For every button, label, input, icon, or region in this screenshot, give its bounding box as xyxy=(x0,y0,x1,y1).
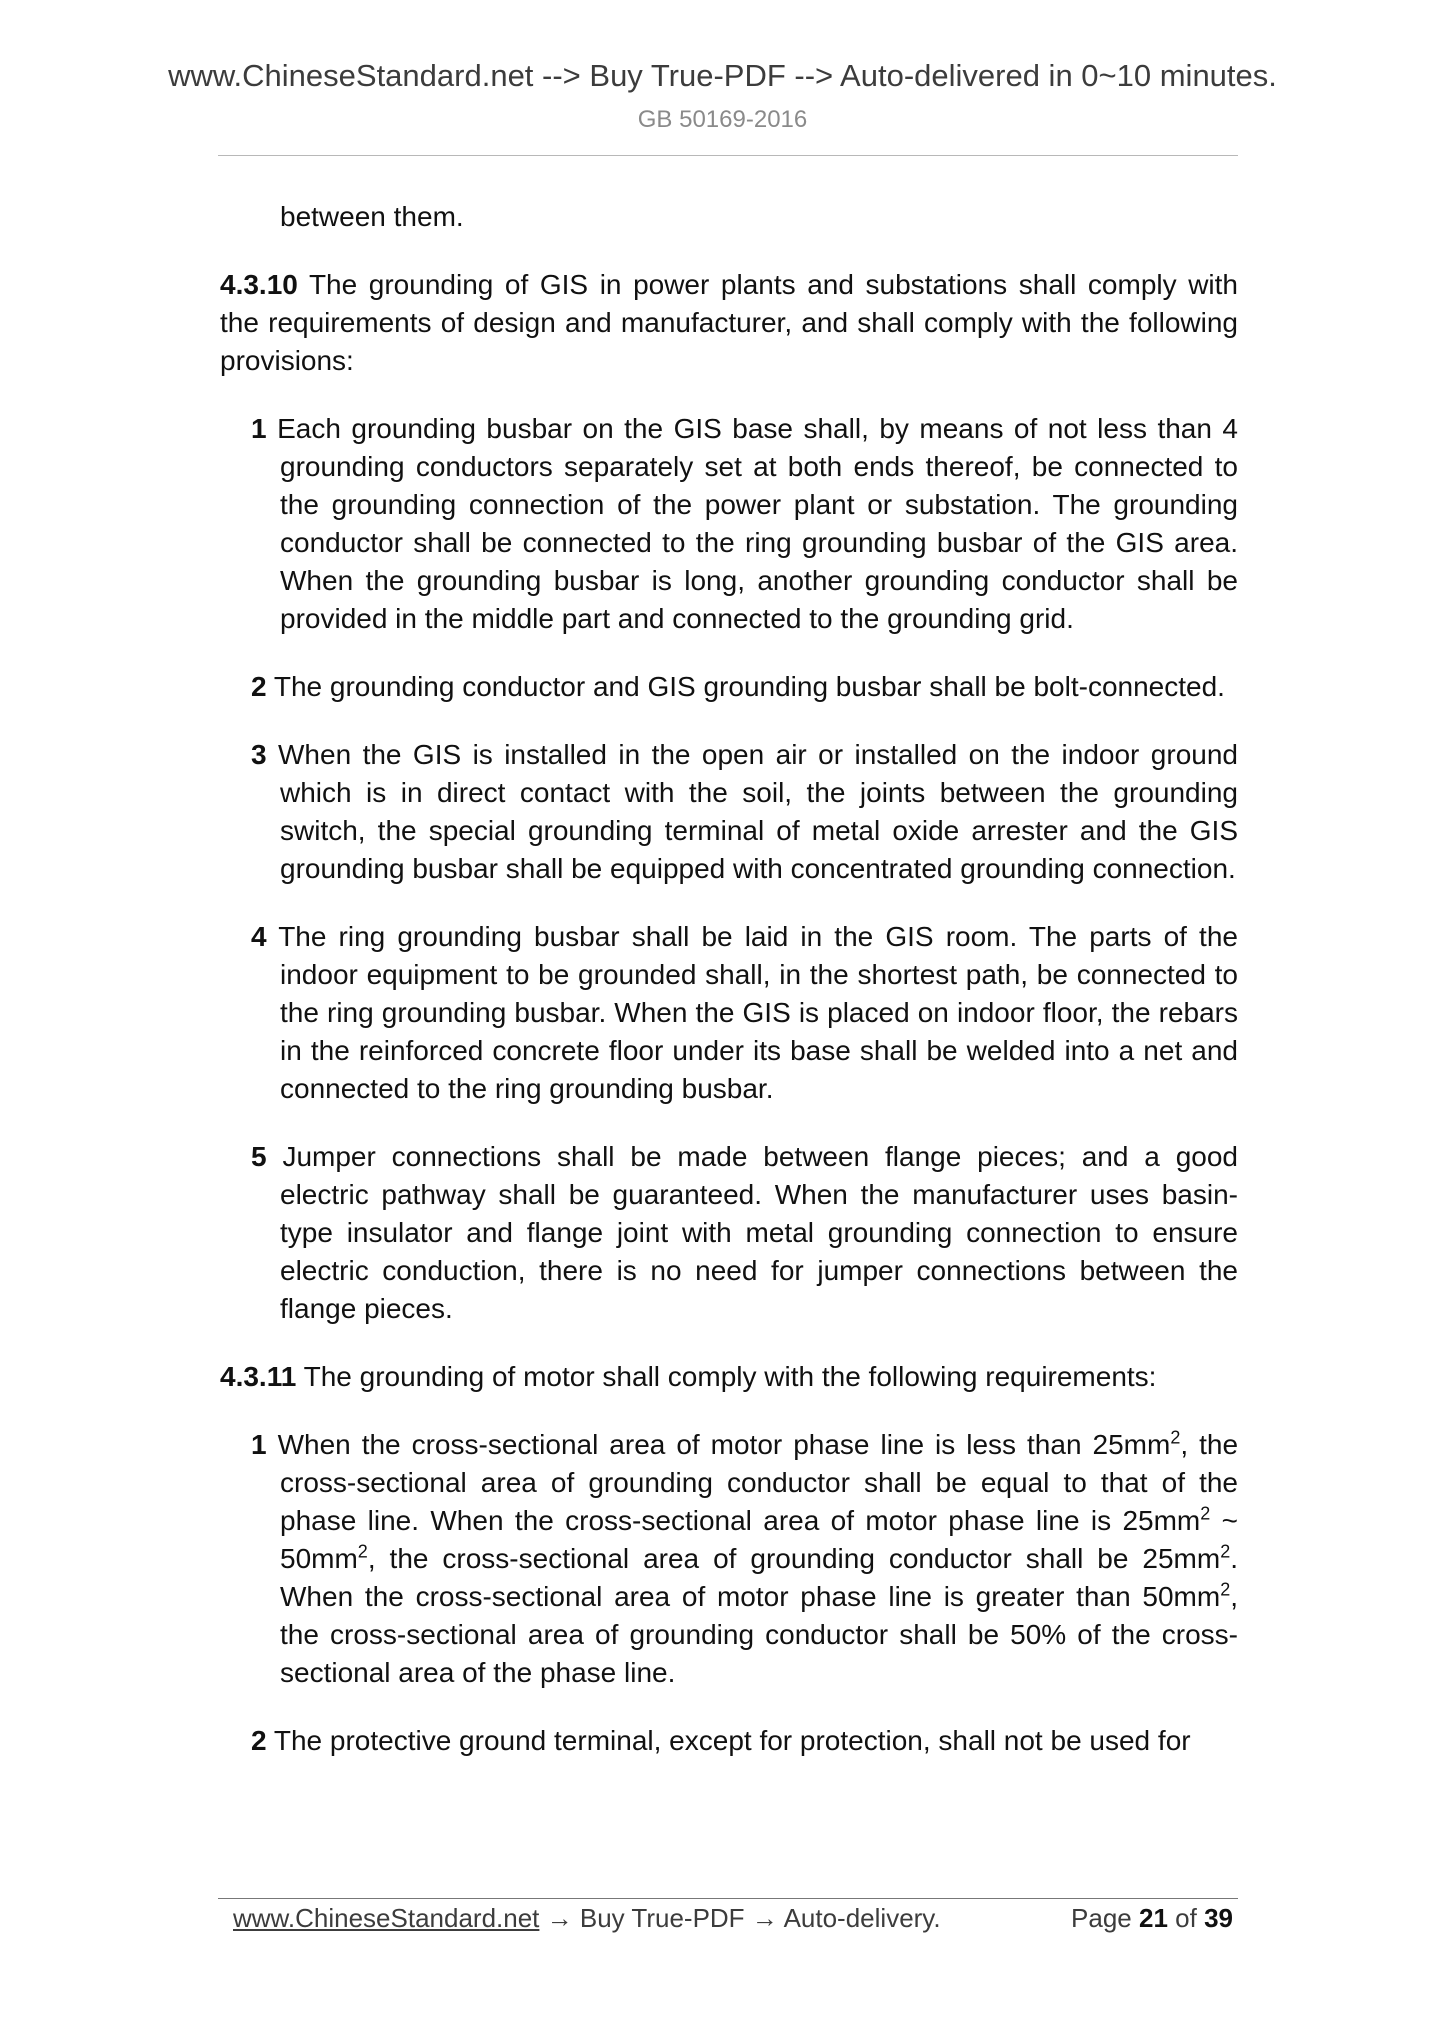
header-link-line: www.ChineseStandard.net --> Buy True-PDF --> Auto-delivered in 0~10 minutes. xyxy=(168,58,1277,93)
item-number: 3 xyxy=(251,739,267,770)
item-text: The ring grounding busbar shall be laid in the GIS room. The parts of the indoor equipment to be grounded shall, in the shortest path, be connected to the ring grounding busbar. When the GIS is placed on indoor floor, the rebars in the reinforced concrete floor under its base shall be welded into a net and connected to the ring grounding busbar. xyxy=(278,921,1238,1104)
footer-divider xyxy=(218,1898,1238,1899)
item-text: , the cross-sectional area of grounding conductor shall be equal to that of the phase line. When the cross-sectional area of motor phase line is 25mm xyxy=(280,1429,1239,1536)
clause-text: The grounding of motor shall comply with the following requirements: xyxy=(303,1361,1157,1392)
header-divider xyxy=(218,155,1238,156)
item-text: ~ 50mm xyxy=(280,1505,1238,1574)
item-text: Each grounding busbar on the GIS base shall, by means of not less than 4 grounding conductors separately set at both ends thereof, be connected to the grounding connection of the power plant or substation. The grounding conductor shall be connected to the ring grounding busbar of the GIS area. When the grounding busbar is long, another grounding conductor shall be provided in the middle part and connected to the grounding grid. xyxy=(277,413,1239,634)
clause-number: 4.3.11 xyxy=(220,1361,297,1392)
item-number: 2 xyxy=(251,1725,267,1756)
item-text: Jumper connections shall be made between flange pieces; and a good electric pathway shall be guaranteed. When the manufacturer uses basin-type insulator and flange joint with metal grounding connection to ensure electric conduction, there is no need for jumper connections between the flange pieces. xyxy=(280,1141,1238,1324)
page-indicator xyxy=(1071,1903,1233,1934)
page-total: 39 xyxy=(1204,1903,1233,1933)
clause-number: 4.3.10 xyxy=(220,269,298,300)
item-text: . When the cross-sectional area of motor phase line is greater than 50mm xyxy=(280,1543,1238,1612)
item-text: The protective ground terminal, except for protection, shall not be used for xyxy=(273,1725,1191,1756)
superscript: 2 xyxy=(1220,1579,1231,1600)
document-body xyxy=(220,198,1238,1760)
of-word: of xyxy=(1175,1903,1197,1933)
list-item xyxy=(220,918,1238,1108)
item-number: 5 xyxy=(251,1141,267,1172)
superscript: 2 xyxy=(357,1541,368,1562)
footer-site-link[interactable]: www.ChineseStandard.net xyxy=(233,1903,540,1933)
footer-promo xyxy=(233,1903,941,1934)
page-word: Page xyxy=(1071,1903,1132,1933)
list-item xyxy=(220,1722,1238,1760)
item-number: 4 xyxy=(251,921,267,952)
item-text: , the cross-sectional area of grounding conductor shall be 50% of the cross-sectional area of the phase line. xyxy=(280,1581,1238,1688)
superscript: 2 xyxy=(1220,1541,1231,1562)
page-number: 21 xyxy=(1139,1903,1168,1933)
list-item xyxy=(220,1426,1238,1692)
list-item xyxy=(220,736,1238,888)
item-number: 1 xyxy=(251,413,267,444)
clause-4-3-10 xyxy=(220,266,1238,380)
list-item xyxy=(220,410,1238,638)
item-text: When the cross-sectional area of motor phase line is less than 25mm xyxy=(277,1429,1171,1460)
item-text: When the GIS is installed in the open air or installed on the indoor ground which is in direct contact with the soil, the joints between the grounding switch, the special grounding terminal of metal oxide arrester and the GIS grounding busbar shall be equipped with concentrated grounding connection. xyxy=(278,739,1238,884)
item-text: The grounding conductor and GIS grounding busbar shall be bolt-connected. xyxy=(273,671,1225,702)
item-number: 2 xyxy=(251,671,267,702)
superscript: 2 xyxy=(1200,1503,1211,1524)
continuation-text: between them. xyxy=(280,201,464,232)
item-text: , the cross-sectional area of grounding conductor shall be 25mm xyxy=(367,1543,1221,1574)
header-standard-number: GB 50169-2016 xyxy=(637,106,808,133)
superscript: 2 xyxy=(1170,1427,1181,1448)
clause-text: The grounding of GIS in power plants and substations shall comply with the requirements of design and manufacturer, and shall comply with the following provisions: xyxy=(220,269,1239,376)
list-item xyxy=(220,668,1238,706)
footer-promo-text: → Buy True-PDF → Auto-delivery. xyxy=(539,1903,941,1933)
clause-4-3-11 xyxy=(220,1358,1238,1396)
list-item xyxy=(220,1138,1238,1328)
item-number: 1 xyxy=(251,1429,267,1460)
